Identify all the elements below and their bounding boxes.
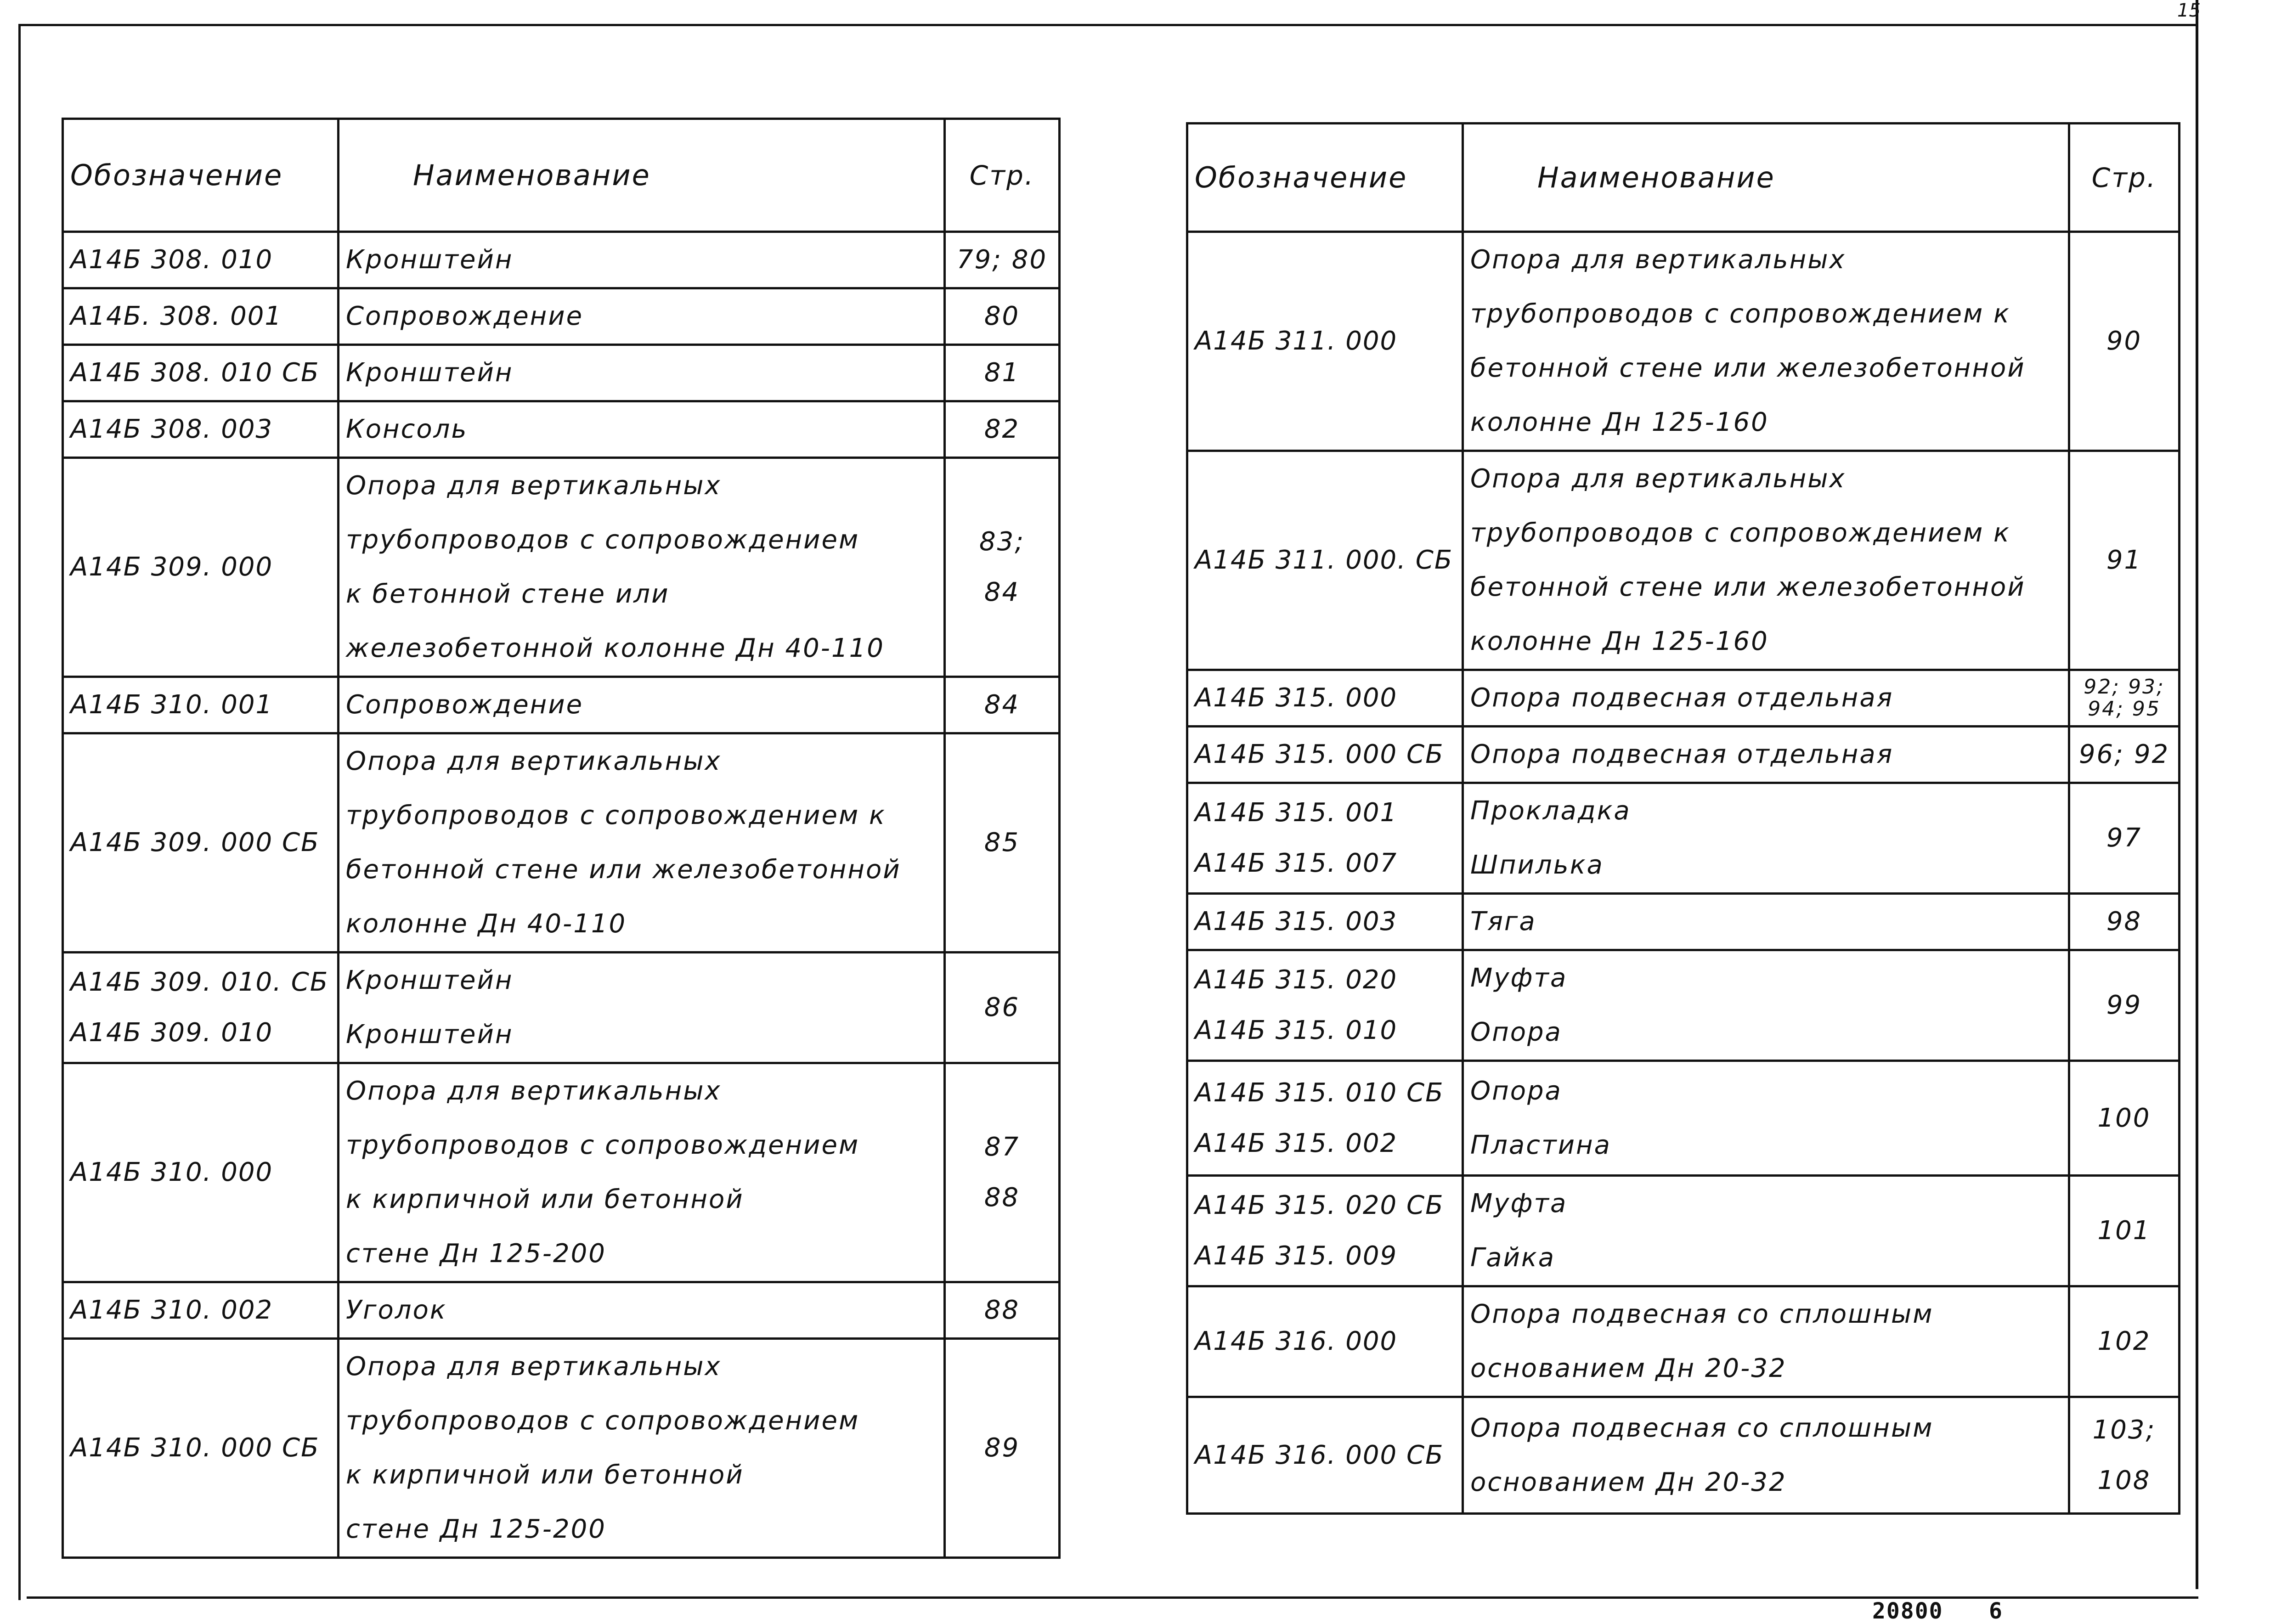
item-name-line: основанием Дн 20-32 xyxy=(1470,1353,1787,1383)
item-name-line: Опора xyxy=(1470,1076,1562,1106)
item-name-line: Опора для вертикальных xyxy=(1470,245,1846,275)
table-row xyxy=(1187,232,2180,451)
page-reference: 91 xyxy=(2106,545,2142,575)
table-row xyxy=(63,677,1060,733)
designation-code: А14Б 308. 003 xyxy=(70,414,273,444)
page-cell xyxy=(945,232,1060,288)
page-reference: 90 xyxy=(2106,326,2142,356)
item-name-line: Кронштейн xyxy=(346,358,514,388)
item-name-line: колонне Дн 125-160 xyxy=(1470,407,1769,437)
item-name-line: Опора подвесная отдельная xyxy=(1470,739,1894,769)
item-name-line: Опора подвесная отдельная xyxy=(1470,683,1894,713)
item-name-line: к кирпичной или бетонной xyxy=(346,1460,744,1490)
designation-cell xyxy=(1187,1286,1463,1397)
designation-code: А14Б 309. 010. СБ xyxy=(70,967,329,997)
item-name-line: Консоль xyxy=(346,414,468,444)
table-row xyxy=(63,733,1060,953)
designation-code: А14Б 315. 010 xyxy=(1195,1015,1398,1045)
page-cell xyxy=(2069,451,2180,670)
page-cell xyxy=(2069,894,2180,950)
designation-code: А14Б 315. 020 СБ xyxy=(1195,1190,1444,1220)
item-name-line: Кронштейн xyxy=(346,1020,514,1049)
table-row xyxy=(1187,670,2180,727)
item-name-line: Опора для вертикальных xyxy=(346,746,722,776)
item-name-line: Тяга xyxy=(1470,907,1536,936)
designation-code: А14Б 315. 010 СБ xyxy=(1195,1077,1444,1108)
item-name-line: трубопроводов с сопровождением к xyxy=(1470,518,2010,548)
item-name-line: бетонной стене или железобетонной xyxy=(346,855,901,885)
item-name-line: Сопровождение xyxy=(346,690,584,720)
page-reference: 88 xyxy=(984,1295,1020,1325)
item-name-line: Муфта xyxy=(1470,1189,1568,1218)
page-header: Стр. xyxy=(945,119,1060,232)
page-cell xyxy=(2069,1397,2180,1514)
header-row xyxy=(63,119,1060,232)
page-reference: 102 xyxy=(2097,1326,2151,1356)
page-reference: 80 xyxy=(984,301,1020,331)
page-reference: 96; 92 xyxy=(2078,739,2170,769)
designation-cell xyxy=(1187,1397,1463,1514)
name-header: Наименование xyxy=(339,119,945,232)
frame-right-border xyxy=(2196,0,2198,1589)
name-cell xyxy=(1463,1286,2069,1397)
designation-cell xyxy=(1187,894,1463,950)
page-reference: 94; 95 xyxy=(2088,697,2161,721)
table-row xyxy=(1187,1286,2180,1397)
item-name-line: колонне Дн 125-160 xyxy=(1470,626,1769,656)
item-name-line: трубопроводов с сопровождением xyxy=(346,525,860,555)
item-name-line: к бетонной стене или xyxy=(346,579,670,609)
item-name-line: колонне Дн 40-110 xyxy=(346,909,627,939)
designation-code: А14Б 315. 007 xyxy=(1195,848,1398,878)
designation-cell xyxy=(1187,783,1463,894)
page-cell xyxy=(945,1282,1060,1339)
page-reference: 89 xyxy=(984,1433,1020,1463)
footer-document-code: 20800 xyxy=(1872,1598,1943,1624)
item-name-line: Муфта xyxy=(1470,963,1568,993)
designation-cell xyxy=(1187,1176,1463,1286)
designation-cell xyxy=(63,1282,339,1339)
page-cell xyxy=(2069,950,2180,1061)
page-cell xyxy=(945,288,1060,345)
item-name-line: трубопроводов с сопровождением xyxy=(346,1406,860,1436)
page-cell xyxy=(945,677,1060,733)
page-reference: 84 xyxy=(984,690,1020,720)
page-reference: 98 xyxy=(2106,907,2142,936)
designation-code: А14Б 310. 001 xyxy=(70,690,273,720)
page-header: Стр. xyxy=(2069,124,2180,232)
table-row xyxy=(63,232,1060,288)
header-row xyxy=(1187,124,2180,232)
table-row xyxy=(63,953,1060,1063)
page-reference: 100 xyxy=(2097,1103,2151,1133)
page-cell xyxy=(945,733,1060,953)
item-name-line: Пластина xyxy=(1470,1130,1611,1160)
designation-code: А14Б 315. 000 СБ xyxy=(1195,739,1444,769)
name-cell xyxy=(1463,727,2069,783)
name-cell xyxy=(339,677,945,733)
page-reference: 88 xyxy=(984,1183,1020,1212)
page-reference: 83; xyxy=(979,527,1025,557)
page-cell xyxy=(2069,727,2180,783)
table-row xyxy=(1187,451,2180,670)
designation-cell xyxy=(63,401,339,458)
page-reference: 87 xyxy=(984,1132,1020,1162)
item-name-line: Опора xyxy=(1470,1017,1562,1047)
table-row xyxy=(1187,894,2180,950)
name-cell xyxy=(1463,1397,2069,1514)
designation-cell xyxy=(1187,670,1463,727)
designation-cell xyxy=(63,288,339,345)
corner-page-number: 15 xyxy=(2177,0,2201,21)
designation-header: Обозначение xyxy=(63,119,339,232)
designation-code: А14Б 308. 010 СБ xyxy=(70,358,320,388)
item-name-line: бетонной стене или железобетонной xyxy=(1470,353,2026,383)
designation-cell xyxy=(63,232,339,288)
name-cell xyxy=(339,345,945,401)
designation-code: А14Б 315. 020 xyxy=(1195,965,1398,995)
designation-code: А14Б. 308. 001 xyxy=(70,301,282,331)
name-cell xyxy=(339,1339,945,1558)
designation-code: А14Б 308. 010 xyxy=(70,245,273,275)
page-reference: 97 xyxy=(2106,823,2142,853)
item-name-line: Опора подвесная со сплошным xyxy=(1470,1413,1934,1443)
designation-code: А14Б 309. 010 xyxy=(70,1018,273,1048)
name-cell xyxy=(339,733,945,953)
item-name-line: Сопровождение xyxy=(346,301,584,331)
designation-cell xyxy=(63,458,339,677)
designation-code: А14Б 311. 000. СБ xyxy=(1195,545,1453,575)
table-row xyxy=(63,1339,1060,1558)
designation-code: А14Б 315. 009 xyxy=(1195,1241,1398,1271)
name-cell xyxy=(1463,1176,2069,1286)
item-name-line: Кронштейн xyxy=(346,245,514,275)
name-cell xyxy=(1463,451,2069,670)
designation-code: А14Б 309. 000 СБ xyxy=(70,828,320,857)
designation-code: А14Б 315. 001 xyxy=(1195,798,1398,828)
item-name-line: Прокладка xyxy=(1470,796,1631,826)
page-cell xyxy=(2069,670,2180,727)
name-header: Наименование xyxy=(1463,124,2069,232)
designation-code: А14Б 310. 002 xyxy=(70,1295,273,1325)
designation-code: А14Б 316. 000 СБ xyxy=(1195,1440,1444,1470)
name-cell xyxy=(339,288,945,345)
page-cell xyxy=(945,458,1060,677)
page-reference: 101 xyxy=(2097,1216,2151,1246)
frame-top-border xyxy=(18,24,2196,26)
page-reference: 92; 93; xyxy=(2084,675,2165,699)
page-reference: 81 xyxy=(984,358,1020,388)
item-name-line: стене Дн 125-200 xyxy=(346,1239,606,1269)
item-name-line: Гайка xyxy=(1470,1243,1556,1273)
table-row xyxy=(63,458,1060,677)
name-cell xyxy=(339,953,945,1063)
item-name-line: Опора для вертикальных xyxy=(1470,464,1846,494)
item-name-line: трубопроводов с сопровождением к xyxy=(1470,299,2010,329)
name-cell xyxy=(339,401,945,458)
name-cell xyxy=(1463,670,2069,727)
page-cell xyxy=(2069,1286,2180,1397)
page-cell xyxy=(2069,783,2180,894)
designation-cell xyxy=(63,1063,339,1282)
table-row xyxy=(63,288,1060,345)
designation-cell xyxy=(1187,232,1463,451)
table-row xyxy=(63,1282,1060,1339)
designation-cell xyxy=(63,1339,339,1558)
designation-cell xyxy=(1187,950,1463,1061)
name-cell xyxy=(1463,950,2069,1061)
item-name-line: трубопроводов с сопровождением к xyxy=(346,801,886,830)
name-cell xyxy=(1463,1061,2069,1176)
page-cell xyxy=(945,953,1060,1063)
name-cell xyxy=(1463,232,2069,451)
table-row xyxy=(1187,1061,2180,1176)
page-reference: 108 xyxy=(2097,1465,2151,1495)
footer-sheet-number: 6 xyxy=(1989,1598,2002,1624)
page-reference: 99 xyxy=(2106,990,2142,1020)
page-reference: 86 xyxy=(984,992,1020,1022)
page-cell xyxy=(2069,232,2180,451)
designation-code: А14Б 309. 000 xyxy=(70,552,273,582)
designation-code: А14Б 315. 000 xyxy=(1195,683,1398,713)
table-row xyxy=(1187,1397,2180,1514)
contents-table-left xyxy=(62,118,1061,1559)
table-row xyxy=(1187,1176,2180,1286)
designation-cell xyxy=(63,345,339,401)
item-name-line: Шпилька xyxy=(1470,850,1604,880)
page-cell xyxy=(945,1339,1060,1558)
designation-header: Обозначение xyxy=(1187,124,1463,232)
designation-cell xyxy=(1187,727,1463,783)
designation-cell xyxy=(63,733,339,953)
item-name-line: Опора для вертикальных xyxy=(346,1076,722,1106)
name-cell xyxy=(339,458,945,677)
item-name-line: основанием Дн 20-32 xyxy=(1470,1467,1787,1497)
item-name-line: Опора для вертикальных xyxy=(346,471,722,501)
item-name-line: стене Дн 125-200 xyxy=(346,1514,606,1544)
page-cell xyxy=(2069,1061,2180,1176)
page-reference: 82 xyxy=(984,414,1020,444)
page-cell xyxy=(945,1063,1060,1282)
designation-code: А14Б 315. 002 xyxy=(1195,1128,1398,1158)
item-name-line: Опора для вертикальных xyxy=(346,1352,722,1382)
designation-code: А14Б 310. 000 xyxy=(70,1157,273,1187)
name-cell xyxy=(339,1063,945,1282)
page-reference: 103; xyxy=(2092,1415,2156,1445)
page-cell xyxy=(945,401,1060,458)
name-cell xyxy=(1463,894,2069,950)
page-cell xyxy=(2069,1176,2180,1286)
name-cell xyxy=(339,232,945,288)
table-row xyxy=(63,345,1060,401)
designation-code: А14Б 311. 000 xyxy=(1195,326,1398,356)
item-name-line: Опора подвесная со сплошным xyxy=(1470,1299,1934,1329)
designation-cell xyxy=(63,953,339,1063)
item-name-line: бетонной стене или железобетонной xyxy=(1470,572,2026,602)
frame-left-border xyxy=(18,24,21,1600)
table-row xyxy=(1187,783,2180,894)
table-row xyxy=(63,1063,1060,1282)
page-reference: 85 xyxy=(984,828,1020,857)
designation-code: А14Б 315. 003 xyxy=(1195,907,1398,936)
designation-cell xyxy=(1187,451,1463,670)
table-row xyxy=(1187,950,2180,1061)
item-name-line: трубопроводов с сопровождением xyxy=(346,1130,860,1160)
designation-cell xyxy=(1187,1061,1463,1176)
item-name-line: Уголок xyxy=(346,1295,447,1325)
page-cell xyxy=(945,345,1060,401)
table-row xyxy=(63,401,1060,458)
name-cell xyxy=(339,1282,945,1339)
designation-code: А14Б 310. 000 СБ xyxy=(70,1433,320,1463)
item-name-line: Кронштейн xyxy=(346,965,514,995)
contents-table-right xyxy=(1186,122,2180,1515)
page-reference: 79; 80 xyxy=(956,245,1048,275)
designation-cell xyxy=(63,677,339,733)
item-name-line: железобетонной колонне Дн 40-110 xyxy=(346,633,885,663)
table-row xyxy=(1187,727,2180,783)
designation-code: А14Б 316. 000 xyxy=(1195,1326,1398,1356)
name-cell xyxy=(1463,783,2069,894)
item-name-line: к кирпичной или бетонной xyxy=(346,1184,744,1214)
page-reference: 84 xyxy=(984,577,1020,607)
